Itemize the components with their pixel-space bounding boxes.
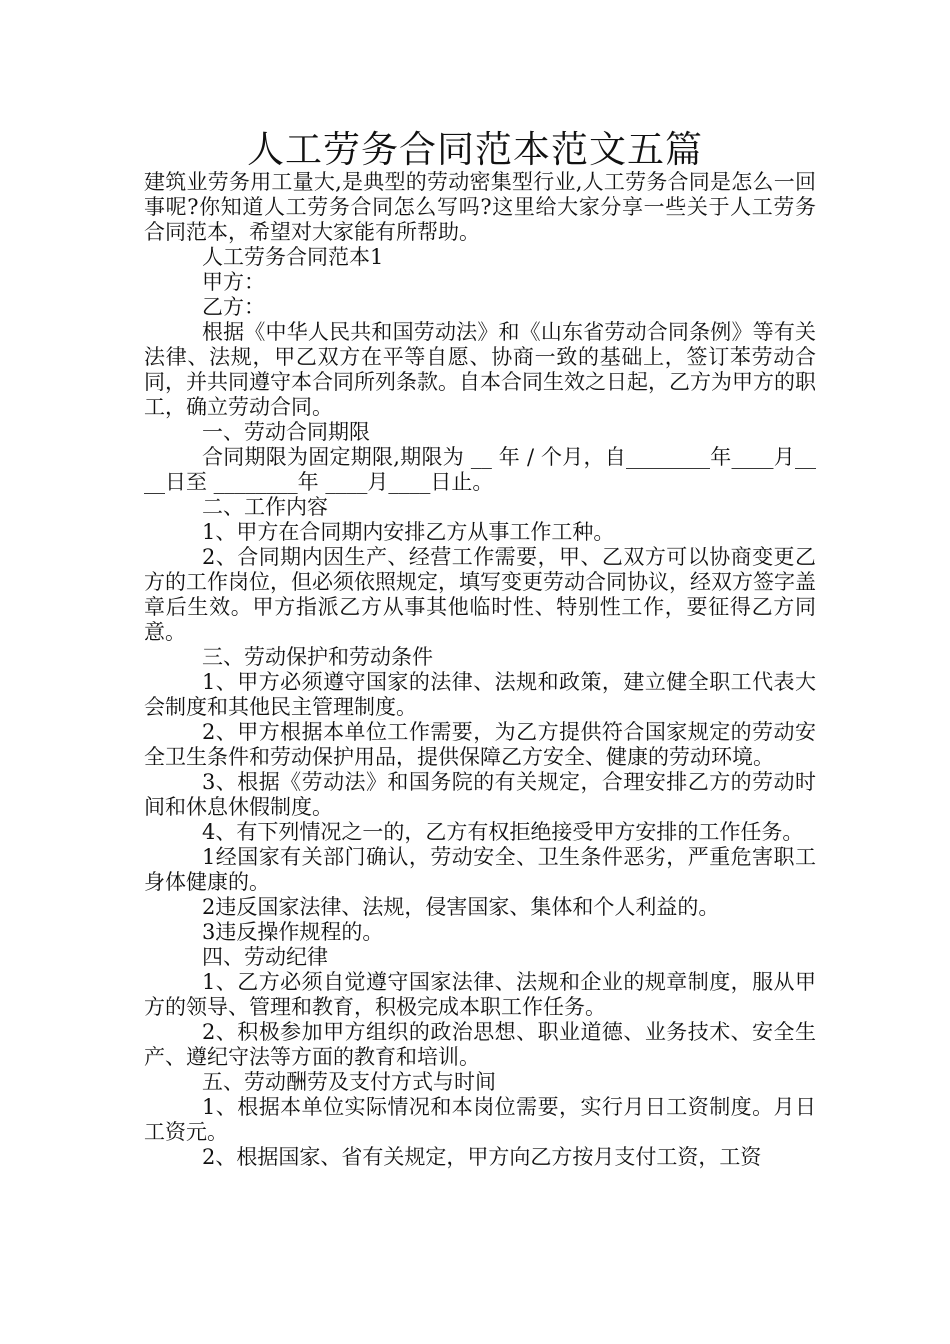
- section-heading: 一、劳动合同期限: [202, 420, 370, 444]
- intro-paragraph: 建筑业劳务用工量大,是典型的劳动密集型行业,人工劳务合同是怎么一回事呢?你知道人工劳务合同怎么写吗?这里给大家分享一些关于人工劳务合同范本，希望对大家能有所帮助。: [144, 170, 816, 244]
- party-b-line: 乙方：: [202, 295, 265, 319]
- body-paragraph: 1、根据本单位实际情况和本岗位需要，实行月日工资制度。月日工资元。: [144, 1095, 816, 1144]
- list-item: 1经国家有关部门确认，劳动安全、卫生条件恶劣，严重危害职工身体健康的。: [144, 845, 816, 894]
- section-heading: 二、工作内容: [202, 495, 328, 519]
- document-title: 人工劳务合同范本范文五篇: [247, 128, 703, 171]
- body-paragraph: 1、甲方在合同期内安排乙方从事工作工种。: [202, 520, 615, 544]
- list-item: 3违反操作规程的。: [202, 920, 384, 944]
- section-heading: 三、劳动保护和劳动条件: [202, 645, 433, 669]
- body-paragraph: 3、根据《劳动法》和国务院的有关规定，合理安排乙方的劳动时间和休息休假制度。: [144, 770, 816, 819]
- body-paragraph: 1、乙方必须自觉遵守国家法律、法规和企业的规章制度，服从甲方的领导、管理和教育，积极完成本职工作任务。: [144, 970, 816, 1019]
- body-paragraph: 合同期限为固定期限,期限为 __ 年 / 个月，自________年____月____日至 ________年 ____月____日止。: [144, 445, 816, 494]
- section-heading: 五、劳动酬劳及支付方式与时间: [202, 1070, 496, 1094]
- body-paragraph: 2、根据国家、省有关规定，甲方向乙方按月支付工资，工资: [202, 1145, 762, 1169]
- contract-heading: 人工劳务合同范本1: [202, 245, 384, 269]
- preamble-paragraph: 根据《中华人民共和国劳动法》和《山东省劳动合同条例》等有关法律、法规，甲乙双方在平等自愿、协商一致的基础上，签订苯劳动合同，并共同遵守本合同所列条款。自本合同生效之日起，乙方为甲方的职工，确立劳动合同。: [144, 320, 816, 419]
- body-paragraph: 2、甲方根据本单位工作需要，为乙方提供符合国家规定的劳动安全卫生条件和劳动保护用品，提供保障乙方安全、健康的劳动环境。: [144, 720, 816, 769]
- body-paragraph: 2、合同期内因生产、经营工作需要，甲、乙双方可以协商变更乙方的工作岗位，但必须依照规定，填写变更劳动合同协议，经双方签字盖章后生效。甲方指派乙方从事其他临时性、特别性工作，要征得乙方同意。: [144, 545, 816, 644]
- party-a-line: 甲方：: [202, 270, 265, 294]
- body-paragraph: 4、有下列情况之一的，乙方有权拒绝接受甲方安排的工作任务。: [202, 820, 804, 844]
- body-paragraph: 1、甲方必须遵守国家的法律、法规和政策，建立健全职工代表大会制度和其他民主管理制度。: [144, 670, 816, 719]
- list-item: 2违反国家法律、法规，侵害国家、集体和个人利益的。: [202, 895, 720, 919]
- section-heading: 四、劳动纪律: [202, 945, 328, 969]
- document-body: [144, 170, 816, 1170]
- body-paragraph: 2、积极参加甲方组织的政治思想、职业道德、业务技术、安全生产、遵纪守法等方面的教育和培训。: [144, 1020, 816, 1069]
